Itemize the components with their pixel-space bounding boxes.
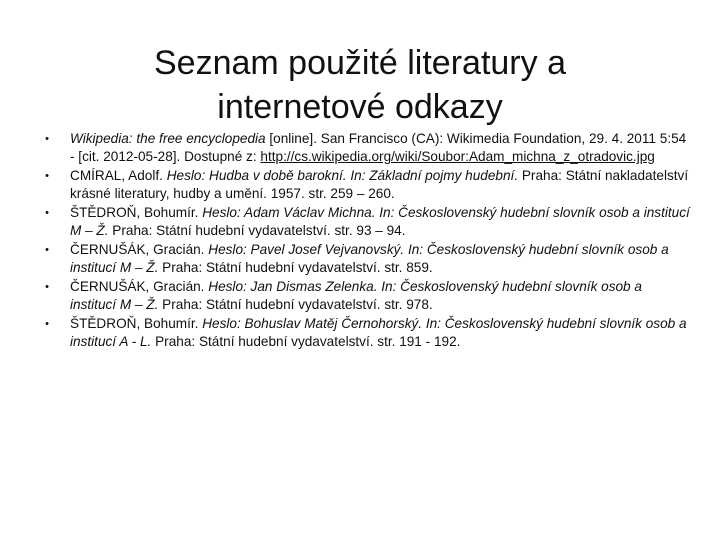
reference-text xyxy=(70,167,690,203)
bullet-icon: • xyxy=(45,207,49,219)
reference-author: ČERNUŠÁK, Gracián. xyxy=(70,242,209,257)
reference-publisher: Praha: Státní nakladatelství krásné literatury, hudby a umění. 1957. str. 259 – 260. xyxy=(70,168,689,201)
bullet-icon: • xyxy=(45,244,49,256)
reference-text xyxy=(70,315,690,351)
bullet-icon: • xyxy=(45,318,49,330)
reference-entry-title: Heslo: Adam Václav Michna. In: Československý hudební slovník osob a institucí M – Ž. xyxy=(70,205,690,238)
reference-entry-title: Heslo: Bohuslav Matěj Černohorský. In: Československý hudební slovník osob a institucí A - L. xyxy=(70,316,687,349)
reference-publisher: Praha: Státní hudební vydavatelství. str. 191 - 192. xyxy=(151,334,461,349)
reference-item-cmiral xyxy=(40,167,690,203)
reference-author: ČERNUŠÁK, Gracián. xyxy=(70,279,209,294)
title-line-2: internetové odkazy xyxy=(217,87,503,126)
reference-entry-title: Heslo: Pavel Josef Vejvanovský. In: Československý hudební slovník osob a institucí M – Ž. xyxy=(70,242,669,275)
reference-item-cernusak-vejvanovsky xyxy=(40,241,690,277)
reference-text xyxy=(70,241,690,277)
reference-publisher: Praha: Státní hudební vydavatelství. str. 978. xyxy=(158,297,433,312)
reference-url-link[interactable]: http://cs.wikipedia.org/wiki/Soubor:Adam_michna_z_otradovic.jpg xyxy=(260,149,655,164)
bullet-icon: • xyxy=(45,281,49,293)
reference-details: [online]. San Francisco (CA): Wikimedia Foundation, 29. 4. 2011 5:54 - [cit. 2012-05-28]. Dostupné z: xyxy=(70,131,687,164)
reference-list xyxy=(40,130,690,352)
reference-text xyxy=(70,130,690,166)
reference-author: ŠTĚDROŇ, Bohumír. xyxy=(70,205,203,220)
reference-publisher: Praha: Státní hudební vydavatelství. str. 859. xyxy=(158,260,433,275)
reference-item-stedron-cernohorsky xyxy=(40,315,690,351)
reference-source-title: Wikipedia: the free encyclopedia xyxy=(70,131,266,146)
bullet-icon: • xyxy=(45,170,49,182)
reference-item-stedron-michna xyxy=(40,204,690,240)
reference-item-cernusak-zelenka xyxy=(40,278,690,314)
reference-item-wikipedia xyxy=(40,130,690,166)
reference-author: ŠTĚDROŇ, Bohumír. xyxy=(70,316,203,331)
reference-entry-title: Heslo: Hudba v době barokní. In: Základní pojmy hudební. xyxy=(166,168,519,183)
title-line-1: Seznam použité literatury a xyxy=(154,43,566,82)
bullet-icon: • xyxy=(45,133,49,145)
reference-author: CMÍRAL, Adolf. xyxy=(70,168,167,183)
reference-entry-title: Heslo: Jan Dismas Zelenka. In: Československý hudební slovník osob a institucí M – Ž. xyxy=(70,279,642,312)
reference-text xyxy=(70,204,690,240)
reference-publisher: Praha: Státní hudební vydavatelství. str. 93 – 94. xyxy=(108,223,406,238)
page-title xyxy=(40,41,680,129)
reference-text xyxy=(70,278,690,314)
